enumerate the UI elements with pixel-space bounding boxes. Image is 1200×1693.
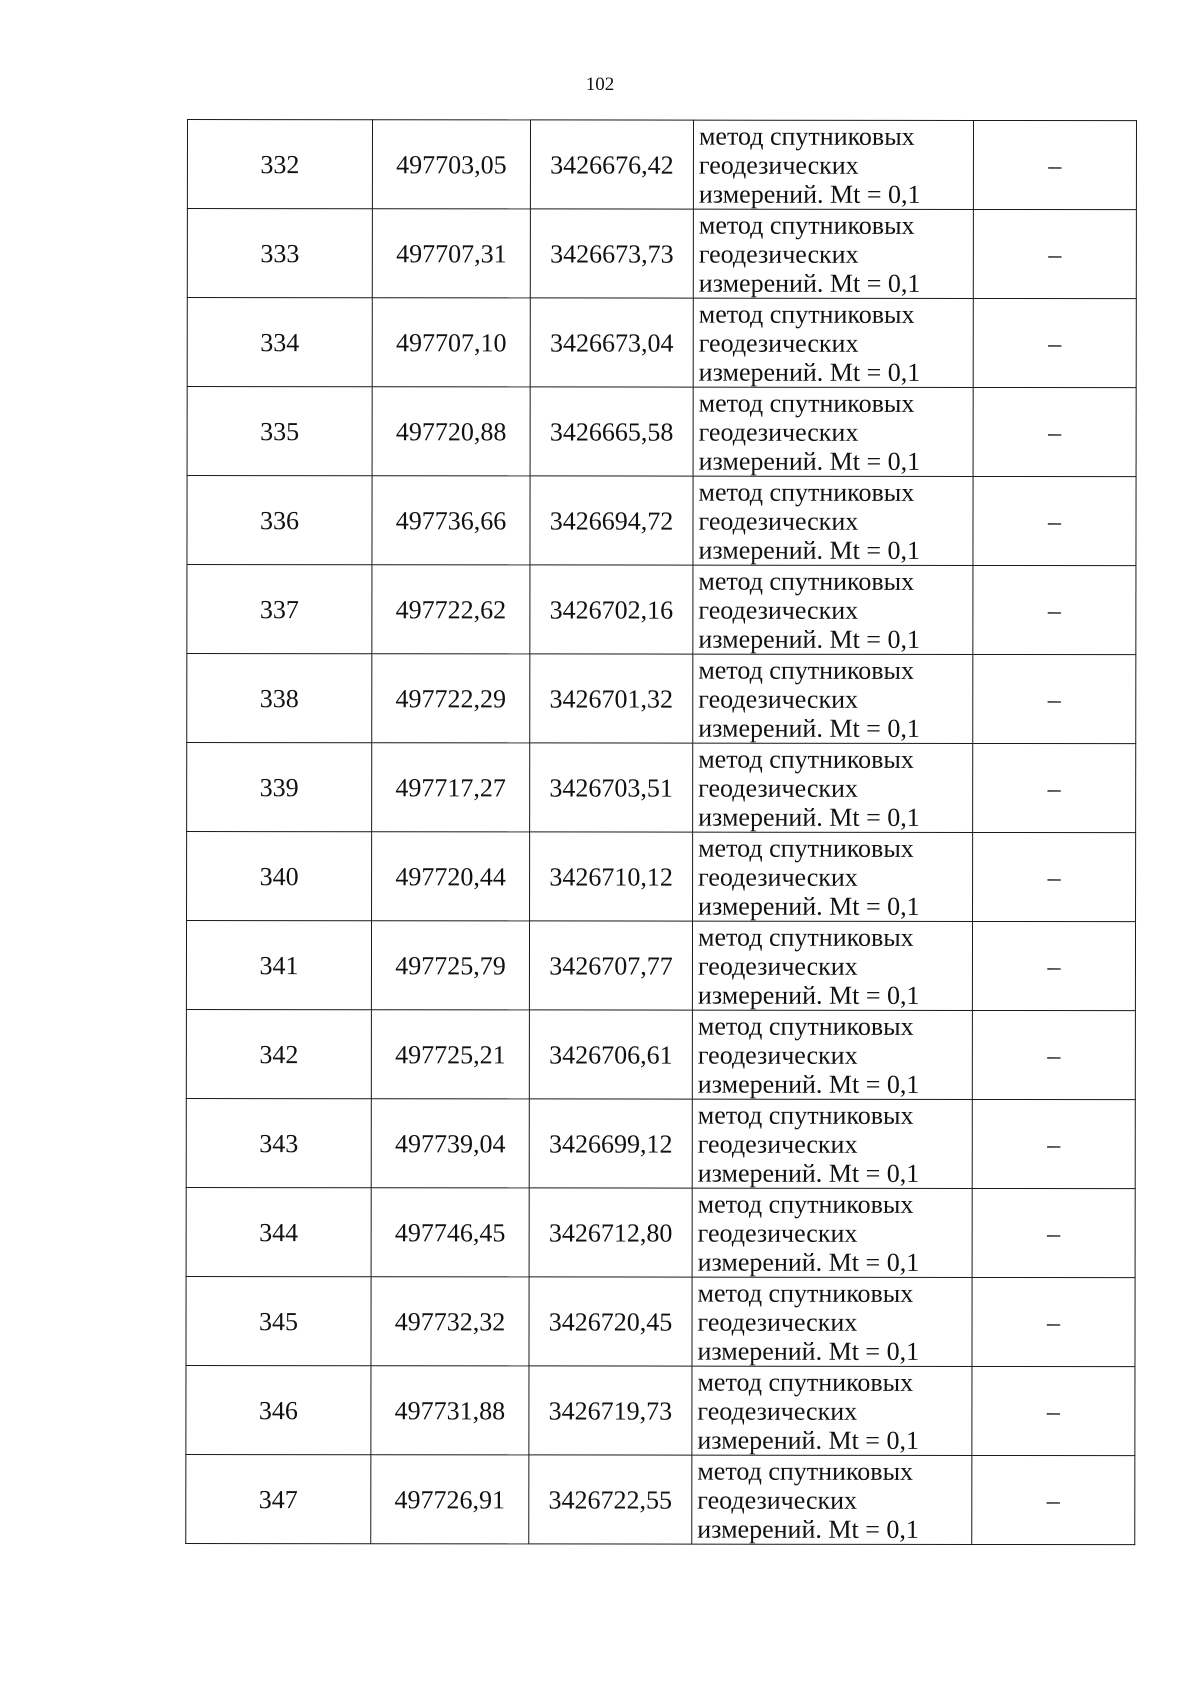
y-coordinate-cell: 3426719,73 [529,1366,692,1455]
method-cell [693,120,973,209]
method-line: метод спутниковых [698,566,915,596]
point-number-cell: 342 [186,1009,371,1098]
table-row [186,921,1135,1011]
method-line: измерений. Mt = 0,1 [698,179,921,209]
method-line: метод спутниковых [698,299,915,329]
method-line: геодезических [697,1040,858,1070]
method-line: геодезических [697,1396,858,1426]
method-line: измерений. Mt = 0,1 [697,1514,919,1544]
method-line: метод спутниковых [697,922,914,952]
y-coordinate-cell: 3426699,12 [529,1099,692,1188]
method-cell [693,209,973,298]
x-coordinate-cell: 497720,44 [372,832,530,921]
method-line: метод спутниковых [698,477,915,507]
note-cell: – [973,120,1136,209]
table-row [186,1098,1135,1188]
table-row [187,387,1136,477]
note-cell: – [973,387,1136,476]
x-coordinate-cell: 497722,62 [372,565,530,654]
y-coordinate-cell: 3426722,55 [529,1455,692,1544]
method-line: геодезических [698,595,859,625]
method-cell [693,832,973,921]
point-number-cell: 347 [186,1454,371,1543]
note-cell: – [973,476,1136,565]
table-row [186,1187,1135,1277]
method-line: геодезических [697,1129,858,1159]
y-coordinate-cell: 3426720,45 [529,1277,692,1366]
note-cell: – [973,565,1136,654]
x-coordinate-cell: 497736,66 [372,476,530,565]
method-cell [692,1277,972,1366]
x-coordinate-cell: 497722,29 [372,654,530,743]
note-cell: – [972,921,1135,1010]
table-row [186,1454,1135,1544]
method-line: геодезических [698,773,858,803]
method-line: измерений. Mt = 0,1 [697,1158,920,1188]
y-coordinate-cell: 3426676,42 [530,120,693,209]
method-line: геодезических [697,1485,858,1515]
method-line: геодезических [698,239,859,269]
method-cell [692,1188,972,1277]
note-cell: – [973,654,1136,743]
point-number-cell: 333 [187,209,372,298]
point-number-cell: 337 [187,565,372,654]
note-cell: – [973,298,1136,387]
note-cell: – [973,832,1136,921]
method-line: метод спутниковых [698,833,914,863]
method-line: метод спутниковых [697,1278,914,1308]
point-number-cell: 346 [186,1365,371,1454]
method-line: метод спутниковых [697,1011,914,1041]
method-line: измерений. Mt = 0,1 [698,535,921,565]
x-coordinate-cell: 497725,79 [371,921,529,1010]
table-row [187,209,1136,299]
y-coordinate-cell: 3426710,12 [530,832,693,921]
method-cell [693,476,973,565]
method-line: геодезических [698,328,859,358]
table-row [187,565,1136,655]
method-line: измерений. Mt = 0,1 [698,891,920,921]
method-line: измерений. Mt = 0,1 [698,268,921,298]
method-cell [693,565,973,654]
method-line: геодезических [698,417,859,447]
note-cell: – [972,1455,1135,1544]
point-number-cell: 332 [187,120,372,209]
method-line: геодезических [697,1218,858,1248]
note-cell: – [973,209,1136,298]
y-coordinate-cell: 3426707,77 [529,921,692,1010]
x-coordinate-cell: 497707,31 [372,209,530,298]
point-number-cell: 340 [187,832,372,921]
method-line: геодезических [697,1307,858,1337]
method-line: измерений. Mt = 0,1 [697,980,920,1010]
method-line: измерений. Mt = 0,1 [697,1336,920,1366]
method-line: измерений. Mt = 0,1 [697,1247,920,1277]
method-line: измерений. Mt = 0,1 [698,802,920,832]
x-coordinate-cell: 497707,10 [372,298,530,387]
table-row [187,298,1136,388]
x-coordinate-cell: 497726,91 [371,1455,529,1544]
method-line: измерений. Mt = 0,1 [698,446,921,476]
method-line: метод спутниковых [697,1367,914,1397]
page-number: 102 [585,74,615,95]
y-coordinate-cell: 3426665,58 [530,387,693,476]
y-coordinate-cell: 3426706,61 [529,1010,692,1099]
method-line: измерений. Mt = 0,1 [698,713,920,743]
table-row [187,476,1136,566]
x-coordinate-cell: 497731,88 [371,1366,529,1455]
method-line: измерений. Mt = 0,1 [697,1425,920,1455]
table-row [187,743,1136,833]
y-coordinate-cell: 3426673,04 [530,298,693,387]
note-cell: – [972,1188,1135,1277]
note-cell: – [972,1099,1135,1188]
method-cell [693,387,973,476]
point-number-cell: 343 [186,1098,371,1187]
note-cell: – [973,743,1136,832]
point-number-cell: 344 [186,1187,371,1276]
method-line: метод спутниковых [697,1100,914,1130]
method-line: геодезических [698,862,858,892]
point-number-cell: 345 [186,1276,371,1365]
x-coordinate-cell: 497725,21 [371,1010,529,1099]
method-line: измерений. Mt = 0,1 [697,1069,920,1099]
method-cell [692,1099,972,1188]
method-line: метод спутниковых [697,1456,914,1486]
point-number-cell: 338 [187,654,372,743]
table-row [186,1009,1135,1099]
x-coordinate-cell: 497717,27 [372,743,530,832]
y-coordinate-cell: 3426694,72 [530,476,693,565]
method-line: геодезических [698,506,859,536]
method-line: метод спутниковых [698,388,915,418]
method-cell [692,1455,972,1544]
y-coordinate-cell: 3426702,16 [530,565,693,654]
table-row [187,832,1136,922]
x-coordinate-cell: 497746,45 [371,1188,529,1277]
note-cell: – [972,1010,1135,1099]
x-coordinate-cell: 497720,88 [372,387,530,476]
method-line: геодезических [697,951,858,981]
table-row [187,120,1136,210]
y-coordinate-cell: 3426712,80 [529,1188,692,1277]
point-number-cell: 341 [186,921,371,1010]
table-row [186,1276,1135,1366]
method-cell [693,298,973,387]
y-coordinate-cell: 3426673,73 [530,209,693,298]
method-line: геодезических [698,684,859,714]
coordinates-table [185,119,1137,1545]
method-line: геодезических [698,150,859,180]
point-number-cell: 334 [187,298,372,387]
method-cell [692,1366,972,1455]
method-line: метод спутниковых [698,744,914,774]
coordinates-table-body [186,120,1137,1545]
method-line: метод спутниковых [698,121,915,151]
point-number-cell: 339 [187,743,372,832]
x-coordinate-cell: 497703,05 [372,120,530,209]
method-line: метод спутниковых [698,655,915,685]
x-coordinate-cell: 497732,32 [371,1277,529,1366]
y-coordinate-cell: 3426701,32 [530,654,693,743]
method-cell [693,654,973,743]
method-cell [692,921,972,1010]
point-number-cell: 336 [187,476,372,565]
method-line: метод спутниковых [698,210,915,240]
method-line: измерений. Mt = 0,1 [698,357,921,387]
method-cell [692,1010,972,1099]
method-cell [693,743,973,832]
point-number-cell: 335 [187,387,372,476]
note-cell: – [972,1277,1135,1366]
y-coordinate-cell: 3426703,51 [530,743,693,832]
note-cell: – [972,1366,1135,1455]
table-row [186,1365,1135,1455]
table-row [187,654,1136,744]
method-line: измерений. Mt = 0,1 [698,624,920,654]
x-coordinate-cell: 497739,04 [371,1099,529,1188]
method-line: метод спутниковых [697,1189,914,1219]
